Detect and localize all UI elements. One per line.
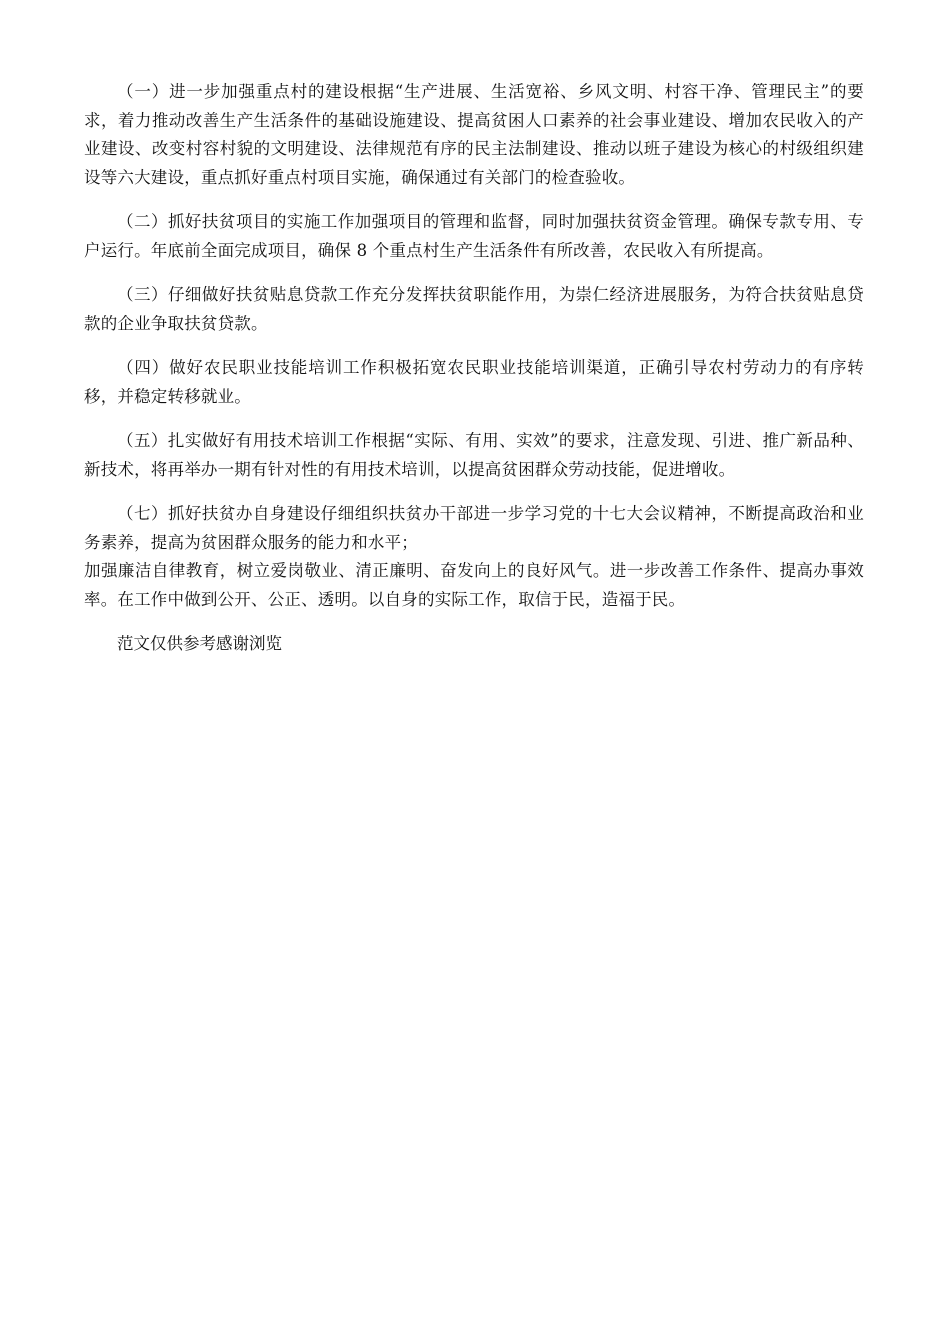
paragraph-5: （五）扎实做好有用技术培训工作根据“实际、有用、实效”的要求，注意发现、引进、推广新品种、新技术，将再举办一期有针对性的有用技术培训，以提高贫困群众劳动技能，促进增收。 — [84, 431, 864, 479]
paragraph-4: （四）做好农民职业技能培训工作积极拓宽农民职业技能培训渠道，正确引导农村劳动力的有序转移，并稳定转移就业。 — [84, 358, 864, 406]
paragraph-7: （七）抓好扶贫办自身建设仔细组织扶贫办干部进一步学习党的十七大会议精神，不断提高政治和业务素养，提高为贫困群众服务的能力和水平； — [84, 504, 864, 552]
paragraph-1: （一）进一步加强重点村的建设根据“生产进展、生活宽裕、乡风文明、村容干净、管理民主”的要求，着力推动改善生产生活条件的基础设施建设、提高贫困人口素养的社会事业建设、增加农民收入的产业建设、改变村容村貌的文明建设、法律规范有序的民主法制建设、推动以班子建设为核心的村级组织建设等六大建设，重点抓好重点村项目实施，确保通过有关部门的检查验收。 — [84, 82, 864, 187]
paragraph-3: （三）仔细做好扶贫贴息贷款工作充分发挥扶贫职能作用，为崇仁经济进展服务，为符合扶贫贴息贷款的企业争取扶贫贷款。 — [84, 285, 864, 333]
footer-note: 范文仅供参考感谢浏览 — [117, 634, 282, 653]
paragraph-2: （二）抓好扶贫项目的实施工作加强项目的管理和监督，同时加强扶贫资金管理。确保专款专用、专户运行。年底前全面完成项目，确保 8 个重点村生产生活条件有所改善，农民收入有所提高。 — [84, 212, 864, 260]
paragraph-7-continuation: 加强廉洁自律教育，树立爱岗敬业、清正廉明、奋发向上的良好风气。进一步改善工作条件、提高办事效率。在工作中做到公开、公正、透明。以自身的实际工作，取信于民，造福于民。 — [84, 561, 864, 609]
document-body — [84, 78, 864, 659]
